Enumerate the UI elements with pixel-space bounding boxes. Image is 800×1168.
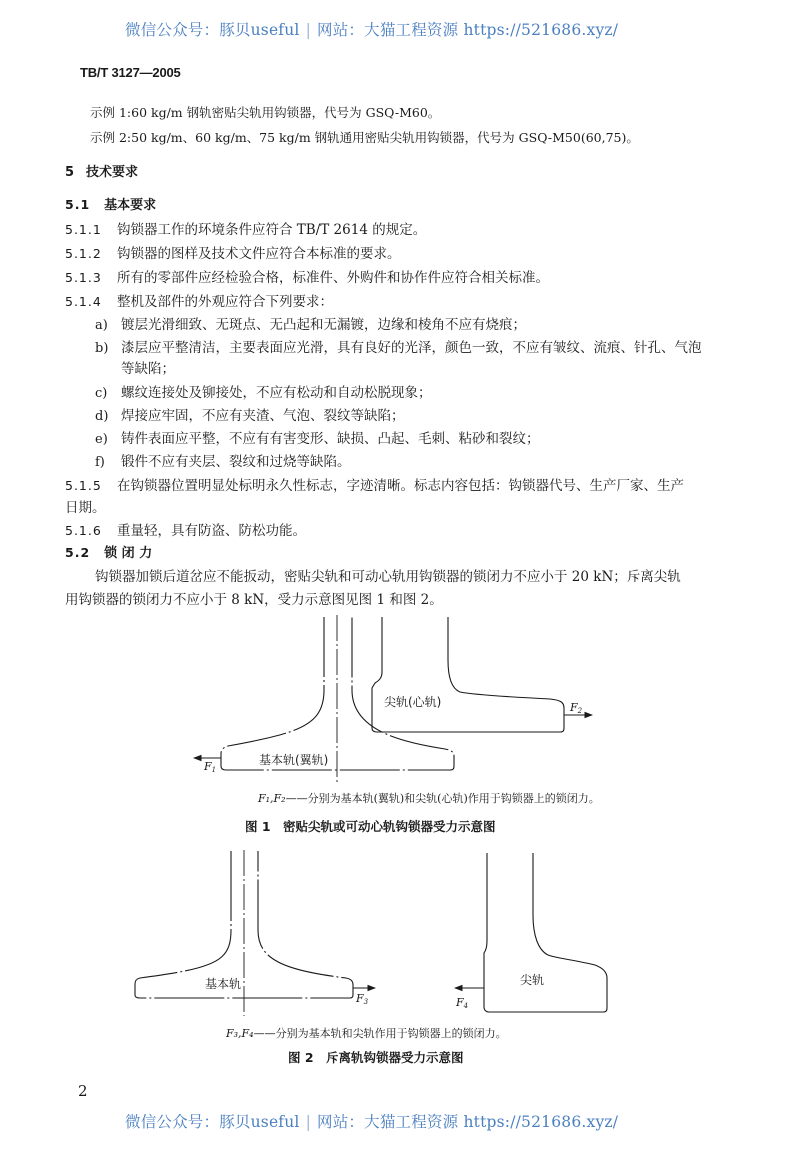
watermark-wechat: 微信公众号：豚贝useful (125, 1113, 300, 1131)
clause-5-1-5-continued: 日期。 (65, 500, 106, 516)
watermark-wechat: 微信公众号：豚贝useful (125, 21, 300, 39)
figure-2-caption (226, 1025, 507, 1041)
example-1: 示例 1:60 kg/m 钢轨密贴尖轨用钩锁器，代号为 GSQ-M60。 (90, 105, 441, 120)
figure-2-title: 图 2 斥离轨钩锁器受力示意图 (288, 1050, 464, 1065)
item-label: e) (95, 432, 108, 447)
caption-text: 分别为基本轨(翼轨)和尖轨(心轨)作用于钩锁器上的锁闭力。 (307, 792, 600, 805)
clause-text: 重量轻，具有防盗、防松功能。 (117, 523, 306, 539)
item-text: 焊接应牢固，不应有夹渣、气泡、裂纹等缺陷； (121, 408, 405, 424)
clause-number: 5.1.1 (65, 222, 102, 237)
watermark-separator: | (305, 1113, 312, 1131)
example-2: 示例 2:50 kg/m、60 kg/m、75 kg/m 钢轨通用密贴尖轨用钩锁器，代号为 GSQ-M50(60,75)。 (90, 130, 639, 145)
item-label: d) (95, 409, 109, 424)
item-text: 镀层光滑细致、无斑点、无凸起和无漏镀，边缘和棱角不应有烧痕； (121, 317, 526, 333)
section-number: 5.1 (65, 197, 91, 212)
page-number: 2 (78, 1082, 88, 1100)
force-label-f3: F3 (356, 992, 369, 1006)
clause-number: 5.1.5 (65, 478, 102, 493)
force-label-f2: F2 (570, 701, 583, 715)
standard-number: TB/T 3127—2005 (80, 65, 181, 80)
watermark-site-link[interactable]: 网站：大猫工程资源 https://521686.xyz/ (317, 21, 619, 39)
caption-symbols: F₃,F₄—— (226, 1027, 276, 1040)
force-label-f4: F4 (456, 996, 469, 1010)
section-number: 5.2 (65, 545, 91, 560)
section-number: 5 (65, 165, 75, 180)
section-title: 锁 闭 力 (104, 546, 153, 561)
section-title: 技术要求 (86, 165, 139, 180)
figure-2-point-rail-label: 尖轨 (520, 973, 545, 987)
point-rail-shape (484, 853, 607, 1012)
point-rail-shape (372, 617, 564, 732)
caption-symbols: F₁,F₂—— (258, 792, 308, 805)
item-text: 螺纹连接处及铆接处，不应有松动和自动松脱现象； (121, 385, 432, 401)
watermark-separator: | (305, 21, 312, 39)
clause-text: 钩锁器的图样及技术文件应符合本标准的要求。 (117, 246, 401, 262)
caption-text: 分别为基本轨和尖轨作用于钩锁器上的锁闭力。 (275, 1027, 507, 1040)
clause-text: 整机及部件的外观应符合下列要求： (117, 294, 333, 310)
watermark-bottom (125, 1110, 618, 1132)
figure-2-diagram (135, 850, 607, 1016)
paragraph-5-2-line2: 用钩锁器的锁闭力不应小于 8 kN，受力示意图见图 1 和图 2。 (65, 592, 443, 608)
paragraph-5-2-line1: 钩锁器加锁后道岔应不能扳动，密贴尖轨和可动心轨用钩锁器的锁闭力不应小于 20 kN；斥离尖轨 (95, 569, 681, 585)
figure-2-base-rail-label: 基本轨 (205, 977, 242, 991)
watermark-site-link[interactable]: 网站：大猫工程资源 https://521686.xyz/ (317, 1113, 619, 1131)
list-item-b-continued: 等缺陷； (121, 361, 175, 377)
clause-text: 在钩锁器位置明显处标明永久性标志，字迹清晰。标志内容包括：钩锁器代号、生产厂家、生产 (117, 478, 684, 494)
item-label: a) (95, 318, 108, 333)
item-label: b) (95, 341, 109, 356)
force-label-f1: F1 (204, 760, 217, 774)
clause-text: 钩锁器工作的环境条件应符合 TB/T 2614 的规定。 (117, 222, 427, 238)
base-rail-shape (221, 617, 454, 770)
item-label: c) (95, 386, 108, 401)
section-title: 基本要求 (104, 198, 157, 213)
figure-1-base-rail-label: 基本轨(翼轨) (259, 753, 329, 767)
clause-number: 5.1.4 (65, 294, 102, 309)
clause-text: 所有的零部件应经检验合格，标准件、外购件和协作件应符合相关标准。 (117, 270, 549, 286)
item-label: f) (95, 455, 105, 470)
figure-1-title: 图 1 密贴尖轨或可动心轨钩锁器受力示意图 (245, 819, 496, 834)
figure-1-caption (258, 790, 600, 806)
clause-number: 5.1.6 (65, 523, 102, 538)
figure-1-point-rail-label: 尖轨(心轨) (384, 695, 442, 709)
clause-number: 5.1.2 (65, 246, 102, 261)
item-text: 铸件表面应平整，不应有有害变形、缺损、凸起、毛刺、粘砂和裂纹； (121, 431, 540, 447)
item-text: 锻件不应有夹层、裂纹和过烧等缺陷。 (121, 454, 351, 470)
clause-number: 5.1.3 (65, 270, 102, 285)
item-text: 漆层应平整清洁，主要表面应光滑，具有良好的光泽，颜色一致，不应有皱纹、流痕、针孔、气泡 (121, 340, 702, 356)
